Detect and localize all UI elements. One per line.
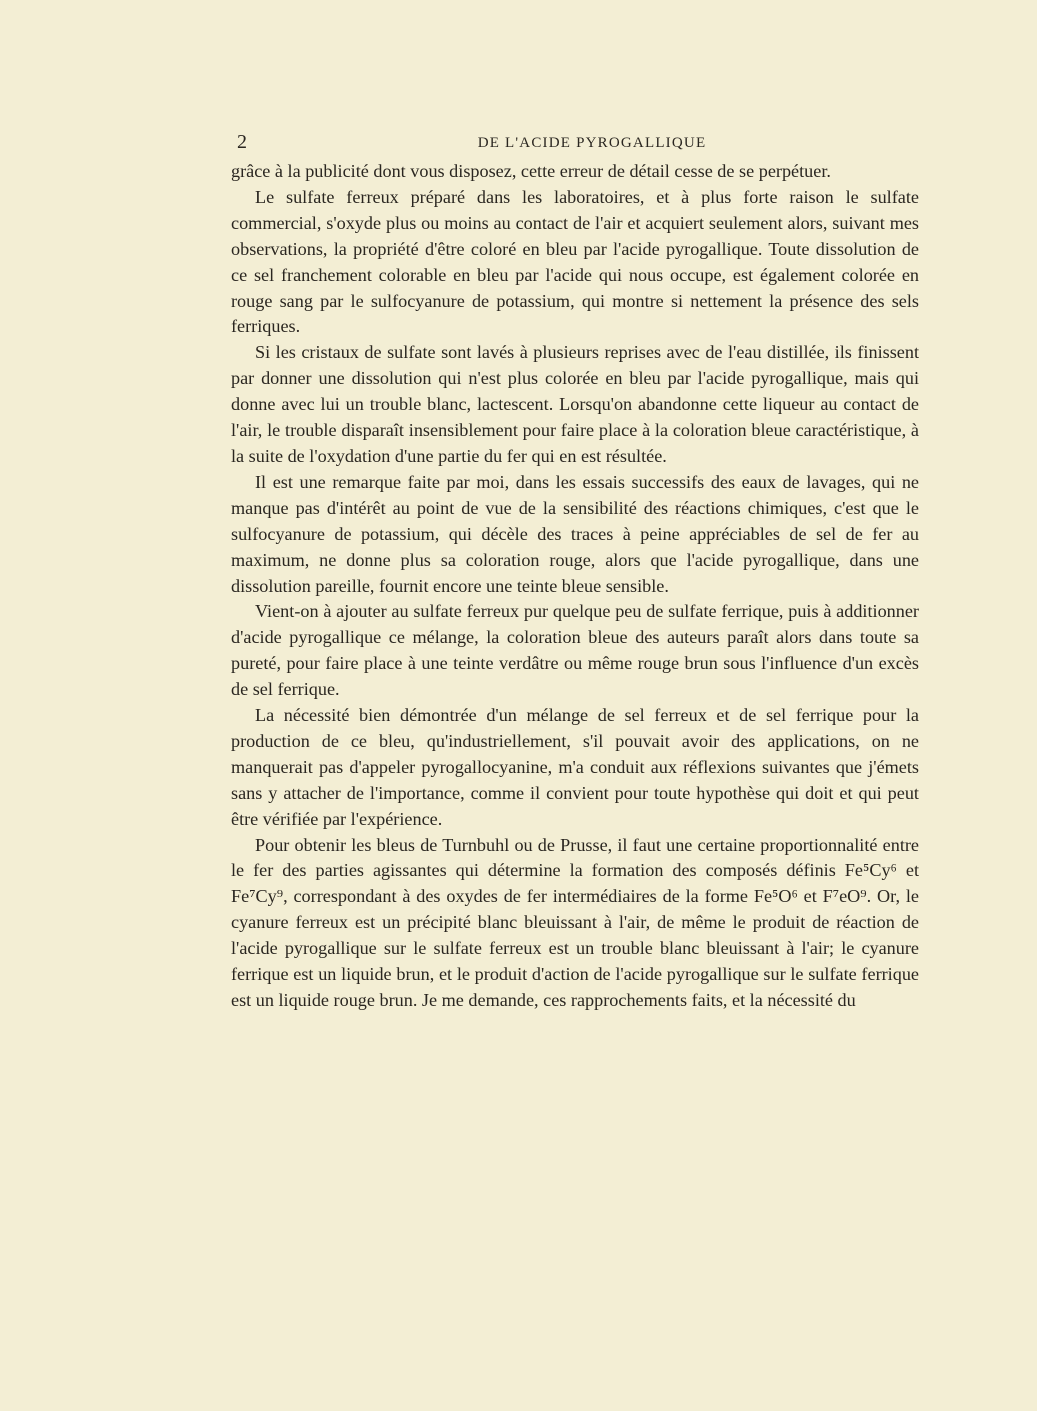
paragraph: Il est une remarque faite par moi, dans les essais successifs des eaux de lavages, qui ne manque pas d'intérêt au point de vue de la sensibilité des réactions chimiques, c'est que le sulfocyanure de potassium, qui décèle des traces à peine appréciables de sel de fer au maximum, ne donne plus sa coloration rouge, alors que l'acide pyrogallique, dans une dissolution pareille, fournit encore une teinte bleue sensible. <box>231 471 919 596</box>
paragraph: Pour obtenir les bleus de Turnbuhl ou de Prusse, il faut une certaine proportionnalité entre le fer des parties agissantes qui détermine la formation des composés définis Fe⁵Cy⁶ et Fe⁷Cy⁹, correspondant à des oxydes de fer intermédiaires de la forme Fe⁵O⁶ et F⁷eO⁹. Or, le cyanure ferreux est un précipité blanc bleuissant à l'air, de même le produit de réaction de l'acide pyrogallique sur le sulfate ferreux est un trouble blanc bleuissant à l'air; le cyanure ferrique est un liquide brun, et le produit d'action de l'acide pyrogallique sur le sulfate ferrique est un liquide rouge brun. Je me demande, ces rapprochements faits, et la nécessité du <box>231 834 919 1010</box>
paragraph: Si les cristaux de sulfate sont lavés à plusieurs reprises avec de l'eau distillée, ils finissent par donner une dissolution qui n'est plus colorée en bleu par l'acide pyrogallique, mais qui donne avec lui un trouble blanc, lactescent. Lorsqu'on abandonne cette liqueur au contact de l'air, le trouble disparaît insensiblement pour faire place à la coloration bleue caractéristique, à la suite de l'oxydation d'une partie du fer qui en est résultée. <box>231 342 919 466</box>
page-number: 2 <box>237 131 247 153</box>
running-title: DE L'ACIDE PYROGALLIQUE <box>477 135 707 151</box>
paragraph: Le sulfate ferreux préparé dans les laboratoires, et à plus forte raison le sulfate commercial, s'oxyde plus ou moins au contact de l'air et acquiert seulement alors, suivant mes observations, la propriété d'être coloré en bleu par l'acide pyrogallique. Toute dissolution de ce sel franchement colorable en bleu par l'acide qui nous occupe, est également colorée en rouge sang par le sulfocyanure de potassium, qui montre si nettement la présence des sels ferriques. <box>231 186 919 337</box>
paragraph-continuation: grâce à la publicité dont vous disposez, cette erreur de détail cesse de se perpétuer. <box>231 161 831 181</box>
paragraph: Vient-on à ajouter au sulfate ferreux pur quelque peu de sulfate ferrique, puis à additionner d'acide pyrogallique ce mélange, la coloration bleue des auteurs paraît alors dans toute sa pureté, pour faire place à une teinte verdâtre ou même rouge brun sous l'influence d'un excès de sel ferrique. <box>231 601 919 700</box>
paragraph: La nécessité bien démontrée d'un mélange de sel ferreux et de sel ferrique pour la production de ce bleu, qu'industriellement, s'il pouvait avoir des applications, on ne manquerait pas d'appeler pyrogallocyanine, m'a conduit aux réflexions suivantes que j'émets sans y attacher de l'importance, comme il convient pour toute hypothèse qui doit et qui peut être vérifiée par l'expérience. <box>231 705 919 829</box>
page-header <box>237 131 917 155</box>
text-body <box>231 159 919 1014</box>
